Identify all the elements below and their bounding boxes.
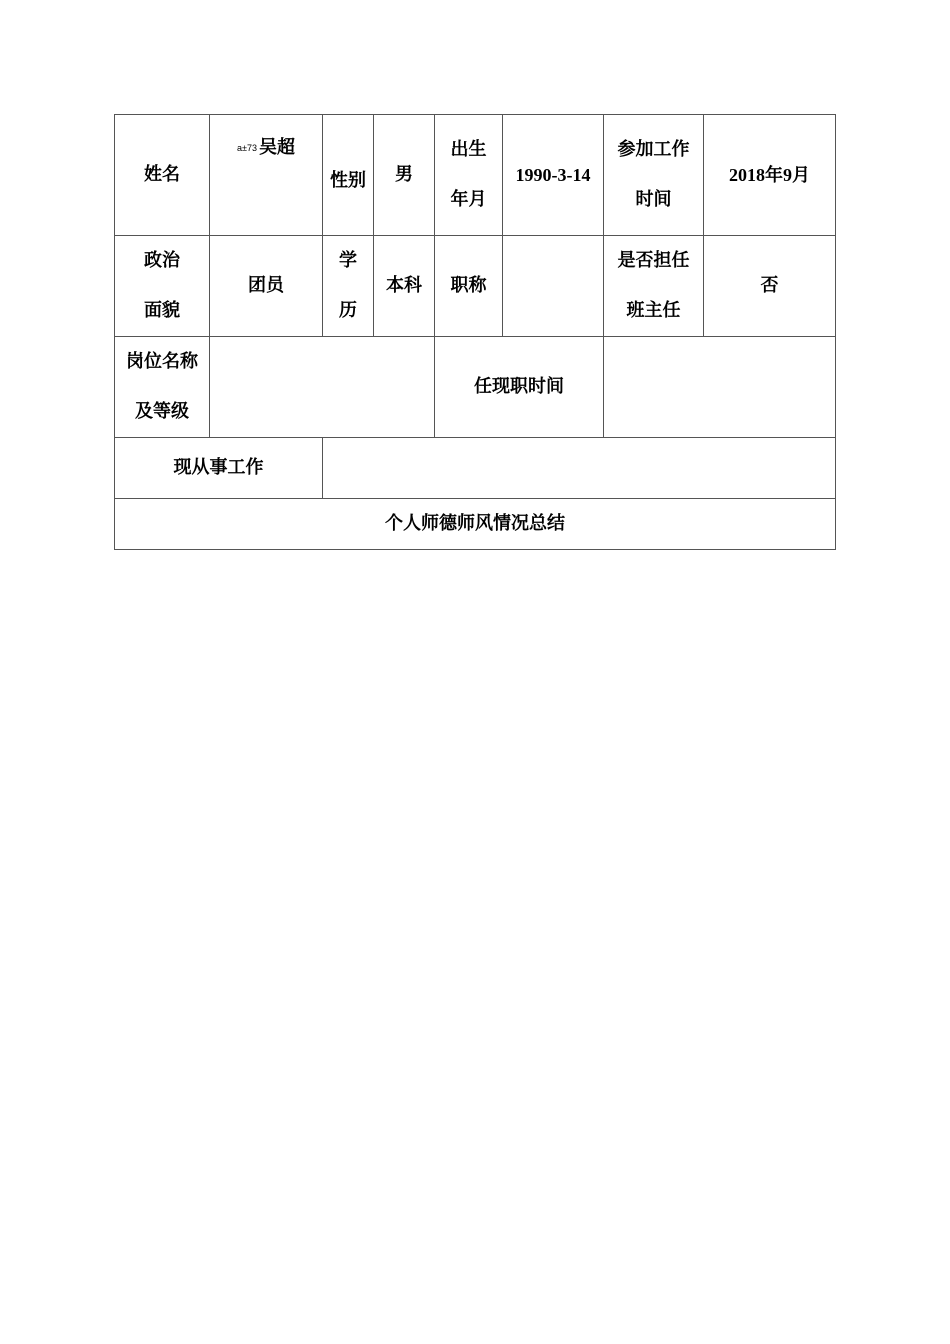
form-row-position xyxy=(115,337,836,438)
political-label xyxy=(115,236,210,337)
teacher-info-form xyxy=(114,114,836,550)
head-teacher-value: 否 xyxy=(704,236,836,337)
education-label-line1: 学 xyxy=(339,250,357,271)
form-row-current-work xyxy=(115,438,836,499)
gender-value: 男 xyxy=(374,115,435,236)
education-label-line2: 历 xyxy=(339,300,357,321)
education-value: 本科 xyxy=(374,236,435,337)
name-label: 姓名 xyxy=(115,115,210,236)
birth-value: 1990-3-14 xyxy=(503,115,604,236)
form-row-basic xyxy=(115,115,836,236)
gender-label: 性别 xyxy=(323,115,374,236)
work-start-label xyxy=(604,115,704,236)
current-post-time-value xyxy=(604,337,836,438)
current-work-label: 现从事工作 xyxy=(115,438,323,499)
political-value: 团员 xyxy=(210,236,323,337)
position-label xyxy=(115,337,210,438)
current-post-time-label: 任现职时间 xyxy=(435,337,604,438)
birth-label-line1: 出生 xyxy=(450,139,487,160)
birth-label xyxy=(435,115,503,236)
head-teacher-label xyxy=(604,236,704,337)
position-label-line1: 岗位名称 xyxy=(126,351,198,372)
name-value-cell xyxy=(210,115,323,236)
summary-heading: 个人师德师风情况总结 xyxy=(115,499,836,550)
work-start-label-line1: 参加工作 xyxy=(617,139,690,160)
position-value xyxy=(210,337,435,438)
current-work-value xyxy=(323,438,836,499)
head-teacher-label-line1: 是否担任 xyxy=(617,250,690,271)
work-start-value: 2018年9月 xyxy=(704,115,836,236)
title-label: 职称 xyxy=(435,236,503,337)
education-label xyxy=(323,236,374,337)
head-teacher-label-line2: 班主任 xyxy=(626,300,681,321)
name-value: 吴超 xyxy=(258,137,295,158)
work-start-label-line2: 时间 xyxy=(635,189,672,210)
position-label-line2: 及等级 xyxy=(135,401,189,422)
form-row-political xyxy=(115,236,836,337)
title-value xyxy=(503,236,604,337)
political-label-line1: 政治 xyxy=(144,250,180,271)
birth-label-line2: 年月 xyxy=(450,189,487,210)
political-label-line2: 面貌 xyxy=(144,300,180,321)
form-row-summary xyxy=(115,499,836,550)
name-prefix: a±73 xyxy=(237,143,257,153)
